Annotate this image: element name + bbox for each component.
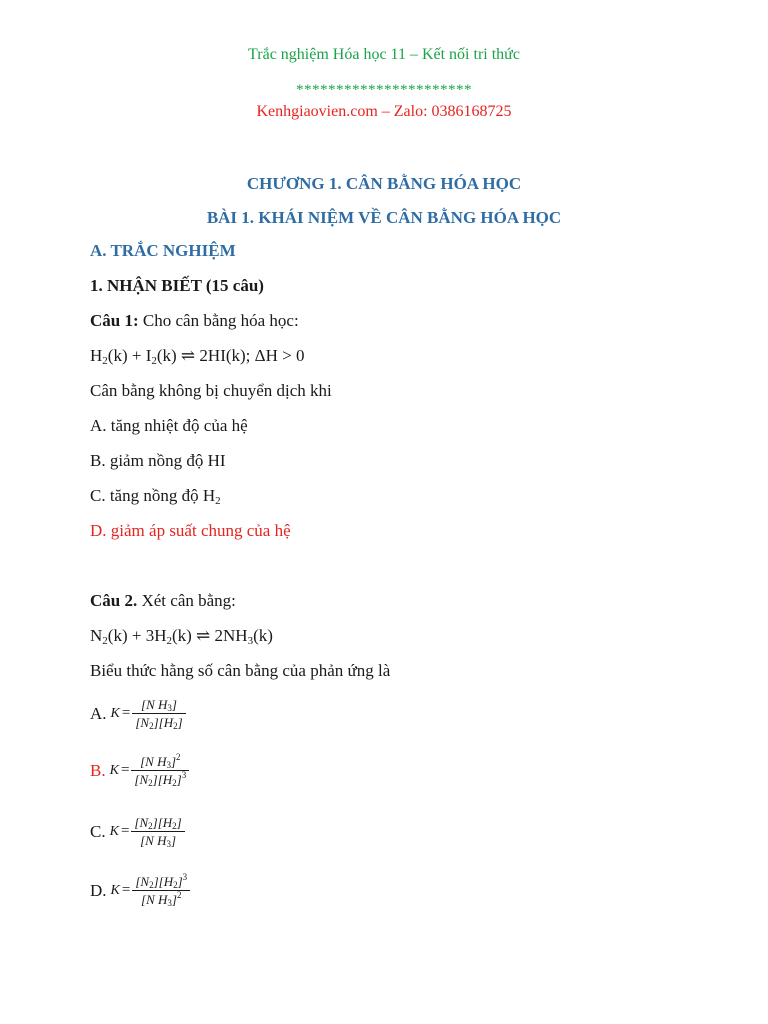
section-heading: A. TRẮC NGHIỆM: [90, 241, 236, 260]
question-1-text: Cho cân bằng hóa học:: [138, 311, 299, 330]
question-2-option-c: C. K = $\frac{[N_2][H_2]}{[N H_3]}$: [90, 814, 185, 849]
lesson-title: BÀI 1. KHÁI NIỆM VỀ CÂN BẰNG HÓA HỌC: [206, 208, 562, 227]
fraction: $\frac{[N H_3]}{[N_2][H_2]}$: [132, 696, 185, 731]
header-contact: Kenhgiaovien.com – Zalo: 0386168725: [256, 103, 512, 120]
question-1-option-d: D. giảm áp suất chung của hệ: [90, 521, 291, 540]
fraction: $\frac{[N_2][H_2]}{[N H_3]}$: [131, 814, 184, 849]
question-2-text: Xét cân bằng:: [137, 591, 236, 610]
question-2-option-b: B. K = $\frac{[N H_3]^2}{[N_2][H_2]^3}$: [90, 753, 189, 788]
question-1-option-b: B. giảm nồng độ HI: [90, 451, 226, 470]
question-2-equation: $N_2(k) + 3H_2(k)$ ⇌ $2NH_3(k)$: [90, 626, 273, 647]
question-1-stem: [90, 311, 299, 331]
fraction: $\frac{[N_2][H_2]^3}{[N H_3]^2}$: [132, 873, 190, 908]
question-1-option-a: A. tăng nhiệt độ của hệ: [90, 416, 248, 435]
question-2-option-d: D. K = $\frac{[N_2][H_2]^3}{[N H_3]^2}$: [90, 873, 190, 908]
question-2-option-a: A. K = $\frac{[N H_3]}{[N_2][H_2]}$: [90, 696, 186, 731]
question-2-label: Câu 2.: [90, 591, 138, 610]
fraction: $\frac{[N H_3]^2}{[N_2][H_2]^3}$: [131, 753, 189, 788]
question-1-equation: $H_2(k) + I_2(k)$ ⇌ 2HI(k); ΔH > 0: [90, 346, 305, 367]
question-2-stem: [90, 591, 236, 611]
chapter-title: CHƯƠNG 1. CÂN BẰNG HÓA HỌC: [246, 174, 522, 193]
question-1-option-c: C. tăng nồng độ $H_2$: [90, 486, 221, 507]
header-title: Trắc nghiệm Hóa học 11 – Kết nối tri thức: [248, 46, 520, 63]
subsection-heading: 1. NHẬN BIẾT (15 câu): [90, 276, 264, 295]
question-2-prompt: Biểu thức hằng số cân bằng của phản ứng là: [90, 661, 391, 680]
question-1-label: Câu 1:: [90, 311, 139, 330]
question-1-prompt: Cân bằng không bị chuyển dịch khi: [90, 381, 332, 400]
header-stars: **********************: [296, 82, 472, 98]
